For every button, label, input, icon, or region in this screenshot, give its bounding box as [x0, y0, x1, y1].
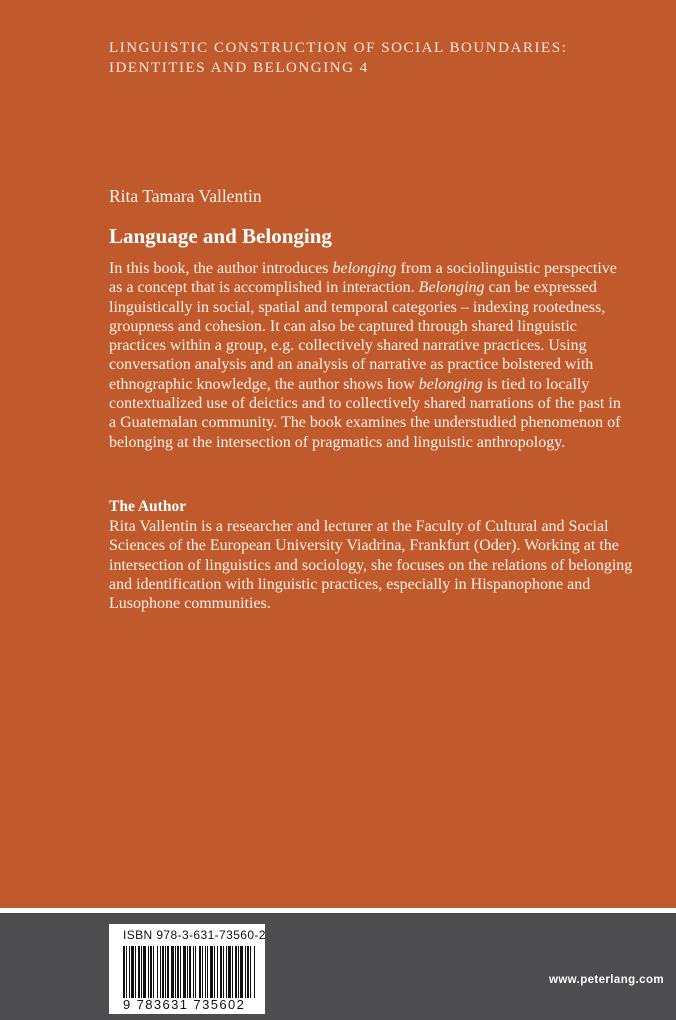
blurb-line: a Guatemalan community. The book examines the understudied phenomenon of: [109, 414, 621, 432]
barcode-bar: [148, 946, 149, 998]
publisher-website: www.peterlang.com: [548, 974, 664, 986]
barcode-bar: [240, 946, 243, 998]
barcode-bar: [207, 946, 208, 998]
barcode-bar: [235, 946, 237, 998]
blurb-line: contextualized use of deictics and to collectively shared narrations of the past in: [109, 395, 621, 413]
barcode-bar: [167, 946, 169, 998]
barcode-bar: [131, 946, 134, 998]
barcode-bar: [175, 946, 176, 998]
barcode-bar: [193, 946, 194, 998]
barcode-bar: [165, 946, 166, 998]
blurb-line: In this book, the author introduces belonging from a sociolinguistic perspective: [109, 260, 617, 277]
barcode-bar: [150, 946, 152, 998]
barcode-bar: [138, 946, 140, 998]
barcode-bar: [180, 946, 181, 998]
bio-line: Sciences of the European University Viadrina, Frankfurt (Oder). Working at the: [109, 537, 619, 555]
barcode-bar: [254, 946, 255, 998]
barcode-bar: [220, 946, 222, 998]
barcode-bar: [129, 946, 130, 998]
barcode-bar: [247, 946, 249, 998]
author-name: Rita Tamara Vallentin: [109, 186, 262, 206]
book-description: [109, 259, 629, 452]
footer-band: [0, 913, 676, 1020]
barcode-bar: [187, 946, 188, 998]
barcode-bar: [214, 946, 215, 998]
series-line-2: IDENTITIES AND BELONGING 4: [109, 60, 369, 76]
blurb-line: belonging at the intersection of pragmatics and linguistic anthropology.: [109, 433, 566, 451]
bio-line: Lusophone communities.: [109, 595, 271, 613]
barcode-bar: [250, 946, 251, 998]
barcode-bar: [228, 946, 231, 998]
barcode-bar: [157, 946, 158, 998]
blurb-line: groupness and cohesion. It can also be captured through shared linguistic: [109, 317, 577, 335]
barcode-bar: [189, 946, 191, 998]
barcode-bar: [226, 946, 227, 998]
blurb-line: linguistically in social, spatial and temporal categories – indexing rootedness,: [109, 298, 606, 316]
series-line-1: LINGUISTIC CONSTRUCTION OF SOCIAL BOUNDARIES:: [109, 40, 568, 56]
barcode-bar: [217, 946, 218, 998]
blurb-line: as a concept that is accomplished in interaction. Belonging can be expressed: [109, 279, 597, 297]
barcode-bar: [171, 946, 174, 998]
barcode-bar: [202, 946, 203, 998]
about-author-heading: The Author: [109, 498, 187, 515]
barcode-bar: [177, 946, 179, 998]
barcode-bar: [135, 946, 136, 998]
barcode-bar: [183, 946, 186, 998]
barcode-bar: [195, 946, 196, 998]
barcode-bar: [141, 946, 142, 998]
bio-line: intersection of linguistics and sociology, she focuses on the relations of belonging: [109, 556, 633, 574]
blurb-line: practices within a group, e.g. collectively shared narrative practices. Using: [109, 337, 587, 355]
barcode-bar: [160, 946, 161, 998]
bio-line: Rita Vallentin is a researcher and lecturer at the Faculty of Cultural and Social: [109, 518, 609, 535]
series-title: [109, 38, 649, 78]
barcode-icon: [123, 946, 255, 998]
barcode-bar: [199, 946, 201, 998]
barcode-bar: [143, 946, 146, 998]
barcode-bar: [245, 946, 246, 998]
bio-line: and identification with linguistic practices, especially in Hispanophone and: [109, 575, 591, 593]
blurb-line: ethnographic knowledge, the author shows how belonging is tied to locally: [109, 375, 590, 393]
isbn-number: ISBN 978-3-631-73560-2: [123, 928, 266, 942]
barcode-bar: [223, 946, 224, 998]
barcode-bar: [238, 946, 239, 998]
book-title: Language and Belonging: [109, 224, 332, 248]
barcode-bar: [210, 946, 213, 998]
barcode-label: [109, 924, 265, 1014]
barcode-bar: [205, 946, 206, 998]
barcode-bar: [162, 946, 164, 998]
author-bio: [109, 517, 649, 613]
blurb-line: conversation analysis and an analysis of narrative as practice bolstered with: [109, 356, 594, 374]
barcode-bar: [153, 946, 154, 998]
ean-digits: 9 783631 735602: [123, 997, 246, 1012]
barcode-bar: [123, 946, 125, 998]
barcode-bar: [126, 946, 127, 998]
barcode-bar: [232, 946, 233, 998]
